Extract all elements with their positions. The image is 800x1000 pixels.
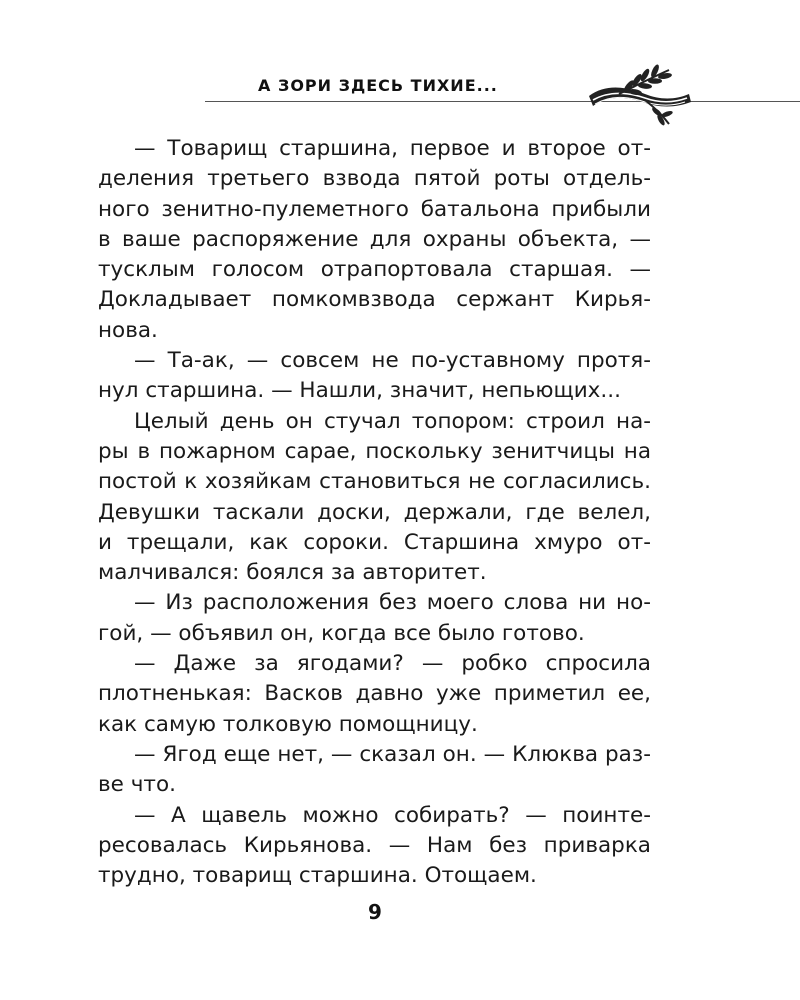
text-line: ресовалась Кирьянова. — Нам без приварка — [98, 832, 651, 858]
paragraph — [98, 346, 651, 407]
text-line: ве что. — [98, 772, 176, 798]
text-line: нова. — [98, 317, 158, 343]
leaf — [648, 78, 662, 84]
text-line: постой к хозяйкам становиться не согласились. — [98, 469, 651, 495]
header-rule — [205, 101, 800, 102]
text-body — [98, 134, 651, 891]
paragraph — [98, 407, 651, 589]
text-line: гой, — объявил он, когда все было готово. — [98, 620, 585, 646]
text-line: и трещали, как сороки. Старшина хмуро от- — [98, 529, 651, 555]
text-line: Докладывает помкомвзвода сержант Кирья- — [98, 287, 651, 313]
paragraph — [98, 801, 651, 892]
text-line: — Ягод еще нет, — сказал он. — Клюква раз- — [134, 741, 651, 767]
paragraph — [98, 588, 651, 649]
laurel-branch-icon — [585, 64, 695, 126]
page-number: 9 — [368, 900, 382, 924]
running-title: А ЗОРИ ЗДЕСЬ ТИХИЕ... — [258, 76, 498, 95]
text-line: — Даже за ягодами? — робко спросила — [134, 651, 651, 677]
text-line: — Товарищ старшина, первое и второе от- — [134, 136, 651, 161]
text-line: трудно, товарищ старшина. Отощаем. — [98, 863, 537, 889]
paragraph — [98, 740, 651, 801]
text-line: ры в пожарном сарае, поскольку зенитчицы на — [98, 438, 651, 464]
text-line: ного зенитно-пулеметного батальона прибыли — [98, 196, 651, 222]
text-line: в ваше распоряжение для охраны объекта, — — [98, 226, 651, 252]
text-line: малчивался: боялся за авторитет. — [98, 560, 487, 586]
running-header — [0, 0, 800, 120]
text-line: деления третьего взвода пятой роты отдель- — [98, 166, 651, 192]
text-line: тусклым голосом отрапортовала старшая. — — [98, 257, 651, 283]
paragraph — [98, 649, 651, 740]
text-line: — Из расположения без моего слова ни но- — [134, 590, 651, 616]
text-line: Целый день он стучал топором: строил на- — [134, 408, 651, 434]
text-line: — А щавель можно собирать? — поинте- — [134, 802, 651, 828]
leaf — [651, 106, 663, 117]
text-line: Девушки таскали доски, держали, где велел, — [98, 499, 651, 525]
text-line: плотненькая: Васков давно уже приметил ее, — [98, 681, 651, 707]
text-line: как самую толковую помощницу. — [98, 711, 478, 737]
text-line: — Та-ак, — совсем не по-уставному протя- — [134, 348, 651, 374]
text-line: нул старшина. — Нашли, значит, непьющих... — [98, 378, 621, 404]
paragraph — [98, 134, 651, 346]
